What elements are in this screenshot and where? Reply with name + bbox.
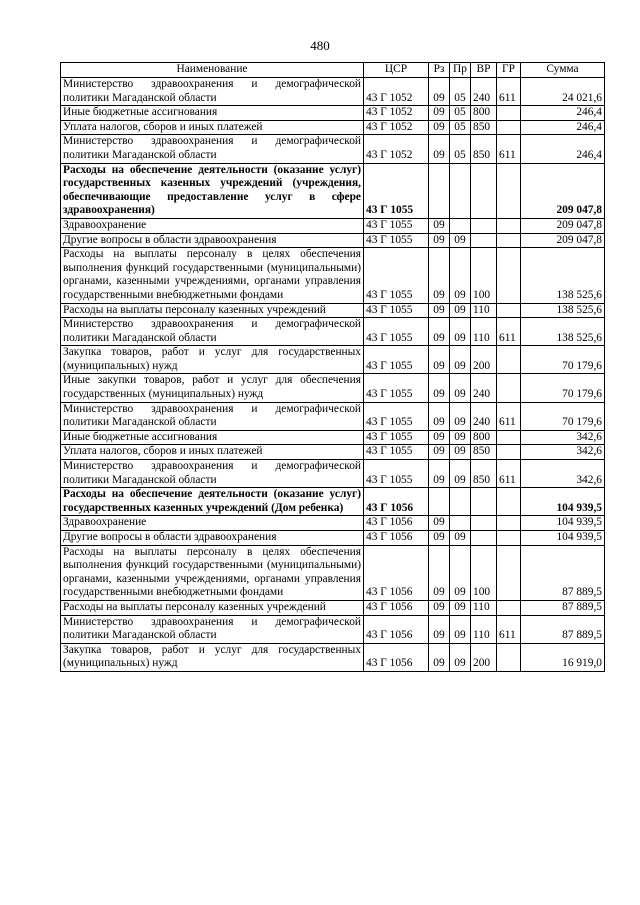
row-name: Закупка товаров, работ и услуг для государственных (муниципальных) нужд — [61, 643, 364, 671]
row-vr: 240 — [471, 402, 497, 430]
row-rz: 09 — [429, 135, 450, 163]
row-pr: 09 — [450, 248, 471, 303]
row-csr: 43 Г 1056 — [364, 531, 429, 546]
header-csr: ЦСР — [364, 63, 429, 78]
row-vr — [471, 516, 497, 531]
row-vr: 110 — [471, 318, 497, 346]
row-csr: 43 Г 1055 — [364, 402, 429, 430]
row-sum: 138 525,6 — [521, 318, 605, 346]
table-row — [61, 643, 605, 671]
row-name: Иные бюджетные ассигнования — [61, 106, 364, 121]
row-gr: 611 — [497, 460, 521, 488]
row-name: Закупка товаров, работ и услуг для государственных (муниципальных) нужд — [61, 346, 364, 374]
row-gr — [497, 643, 521, 671]
header-sum: Сумма — [521, 63, 605, 78]
row-name: Уплата налогов, сборов и иных платежей — [61, 120, 364, 135]
row-name: Расходы на выплаты персоналу в целях обеспечения выполнения функций государственными (муниципальными) органами, казенными учреждениями, органами управления государственными внебюджетными фондами — [61, 248, 364, 303]
table-row — [61, 600, 605, 615]
row-vr — [471, 488, 497, 516]
row-csr: 43 Г 1055 — [364, 163, 429, 218]
row-gr: 611 — [497, 615, 521, 643]
row-vr — [471, 163, 497, 218]
table-body — [61, 78, 605, 672]
row-rz: 09 — [429, 233, 450, 248]
row-vr: 200 — [471, 346, 497, 374]
row-rz: 09 — [429, 430, 450, 445]
row-vr: 850 — [471, 445, 497, 460]
row-name: Министерство здравоохранения и демографической политики Магаданской области — [61, 135, 364, 163]
row-rz: 09 — [429, 78, 450, 106]
row-sum: 87 889,5 — [521, 545, 605, 600]
row-rz: 09 — [429, 120, 450, 135]
row-sum: 246,4 — [521, 106, 605, 121]
header-pr: Пр — [450, 63, 471, 78]
row-csr: 43 Г 1056 — [364, 545, 429, 600]
row-gr — [497, 445, 521, 460]
row-name: Здравоохранение — [61, 218, 364, 233]
row-vr: 850 — [471, 460, 497, 488]
row-gr — [497, 488, 521, 516]
row-name: Расходы на выплаты персоналу казенных учреждений — [61, 303, 364, 318]
row-sum: 70 179,6 — [521, 374, 605, 402]
row-pr: 09 — [450, 615, 471, 643]
row-sum: 16 919,0 — [521, 643, 605, 671]
row-pr — [450, 163, 471, 218]
row-pr: 05 — [450, 78, 471, 106]
row-sum: 104 939,5 — [521, 531, 605, 546]
row-gr — [497, 120, 521, 135]
row-pr: 09 — [450, 460, 471, 488]
row-name: Министерство здравоохранения и демографической политики Магаданской области — [61, 460, 364, 488]
row-name: Министерство здравоохранения и демографической политики Магаданской области — [61, 318, 364, 346]
table-row — [61, 545, 605, 600]
row-sum: 87 889,5 — [521, 615, 605, 643]
row-rz: 09 — [429, 218, 450, 233]
row-csr: 43 Г 1056 — [364, 516, 429, 531]
row-sum: 138 525,6 — [521, 303, 605, 318]
row-csr: 43 Г 1056 — [364, 615, 429, 643]
row-gr — [497, 163, 521, 218]
row-sum: 342,6 — [521, 430, 605, 445]
table-row — [61, 218, 605, 233]
row-rz — [429, 163, 450, 218]
row-sum: 70 179,6 — [521, 402, 605, 430]
row-rz: 09 — [429, 346, 450, 374]
row-sum: 209 047,8 — [521, 233, 605, 248]
row-pr: 09 — [450, 600, 471, 615]
row-rz: 09 — [429, 545, 450, 600]
row-csr: 43 Г 1052 — [364, 135, 429, 163]
row-csr: 43 Г 1055 — [364, 374, 429, 402]
row-csr: 43 Г 1055 — [364, 233, 429, 248]
row-pr: 09 — [450, 643, 471, 671]
row-csr: 43 Г 1055 — [364, 318, 429, 346]
row-rz — [429, 488, 450, 516]
table-row — [61, 402, 605, 430]
row-pr: 09 — [450, 531, 471, 546]
row-vr — [471, 531, 497, 546]
row-name: Министерство здравоохранения и демографической политики Магаданской области — [61, 402, 364, 430]
row-sum: 70 179,6 — [521, 346, 605, 374]
row-pr: 09 — [450, 233, 471, 248]
row-vr: 200 — [471, 643, 497, 671]
row-vr: 240 — [471, 78, 497, 106]
table-row — [61, 346, 605, 374]
table-row — [61, 430, 605, 445]
row-sum: 209 047,8 — [521, 218, 605, 233]
row-name: Министерство здравоохранения и демографической политики Магаданской области — [61, 78, 364, 106]
table-row — [61, 516, 605, 531]
row-rz: 09 — [429, 516, 450, 531]
table-row — [61, 106, 605, 121]
budget-table — [60, 62, 605, 672]
row-csr: 43 Г 1055 — [364, 248, 429, 303]
row-pr: 09 — [450, 545, 471, 600]
table-row — [61, 374, 605, 402]
row-sum: 138 525,6 — [521, 248, 605, 303]
row-gr — [497, 233, 521, 248]
row-csr: 43 Г 1055 — [364, 445, 429, 460]
row-rz: 09 — [429, 374, 450, 402]
row-vr: 100 — [471, 545, 497, 600]
row-rz: 09 — [429, 303, 450, 318]
row-name: Уплата налогов, сборов и иных платежей — [61, 445, 364, 460]
row-gr: 611 — [497, 318, 521, 346]
table-row — [61, 248, 605, 303]
row-sum: 246,4 — [521, 120, 605, 135]
table-row — [61, 318, 605, 346]
row-sum: 246,4 — [521, 135, 605, 163]
row-rz: 09 — [429, 643, 450, 671]
row-rz: 09 — [429, 402, 450, 430]
row-csr: 43 Г 1052 — [364, 120, 429, 135]
table-row — [61, 460, 605, 488]
row-sum: 342,6 — [521, 445, 605, 460]
header-gr: ГР — [497, 63, 521, 78]
row-pr — [450, 218, 471, 233]
table-row — [61, 135, 605, 163]
row-csr: 43 Г 1055 — [364, 460, 429, 488]
row-vr — [471, 218, 497, 233]
row-gr — [497, 106, 521, 121]
row-csr: 43 Г 1052 — [364, 78, 429, 106]
row-pr: 05 — [450, 135, 471, 163]
row-gr — [497, 303, 521, 318]
row-csr: 43 Г 1056 — [364, 600, 429, 615]
row-csr: 43 Г 1055 — [364, 218, 429, 233]
row-sum: 24 021,6 — [521, 78, 605, 106]
row-pr — [450, 488, 471, 516]
row-pr: 09 — [450, 374, 471, 402]
header-rz: Рз — [429, 63, 450, 78]
row-name: Расходы на обеспечение деятельности (оказание услуг) государственных казенных учреждений (Дом ребенка) — [61, 488, 364, 516]
row-vr: 850 — [471, 135, 497, 163]
row-sum: 104 939,5 — [521, 516, 605, 531]
header-vr: ВР — [471, 63, 497, 78]
row-csr: 43 Г 1056 — [364, 643, 429, 671]
row-rz: 09 — [429, 615, 450, 643]
row-pr: 09 — [450, 318, 471, 346]
row-sum: 342,6 — [521, 460, 605, 488]
row-vr — [471, 233, 497, 248]
row-vr: 800 — [471, 106, 497, 121]
table-row — [61, 445, 605, 460]
row-csr: 43 Г 1055 — [364, 303, 429, 318]
row-pr: 05 — [450, 106, 471, 121]
row-gr — [497, 346, 521, 374]
row-rz: 09 — [429, 445, 450, 460]
row-name: Расходы на выплаты персоналу казенных учреждений — [61, 600, 364, 615]
row-pr: 05 — [450, 120, 471, 135]
row-name: Другие вопросы в области здравоохранения — [61, 233, 364, 248]
table-row — [61, 120, 605, 135]
row-gr — [497, 545, 521, 600]
table-row — [61, 233, 605, 248]
row-name: Другие вопросы в области здравоохранения — [61, 531, 364, 546]
row-csr: 43 Г 1055 — [364, 346, 429, 374]
row-pr: 09 — [450, 430, 471, 445]
table-row — [61, 615, 605, 643]
row-gr — [497, 531, 521, 546]
row-pr: 09 — [450, 303, 471, 318]
row-pr: 09 — [450, 445, 471, 460]
row-gr: 611 — [497, 78, 521, 106]
row-gr — [497, 600, 521, 615]
row-sum: 87 889,5 — [521, 600, 605, 615]
table-header-row — [61, 63, 605, 78]
row-rz: 09 — [429, 106, 450, 121]
table-row — [61, 78, 605, 106]
row-name: Министерство здравоохранения и демографической политики Магаданской области — [61, 615, 364, 643]
row-name: Здравоохранение — [61, 516, 364, 531]
row-gr — [497, 516, 521, 531]
row-csr: 43 Г 1056 — [364, 488, 429, 516]
row-vr: 240 — [471, 374, 497, 402]
row-gr — [497, 218, 521, 233]
row-pr: 09 — [450, 402, 471, 430]
row-csr: 43 Г 1055 — [364, 430, 429, 445]
row-rz: 09 — [429, 318, 450, 346]
table-row — [61, 531, 605, 546]
row-name: Расходы на обеспечение деятельности (оказание услуг) государственных казенных учреждений (учреждения, обеспечивающие предоставление услуг в сфере здравоохранения) — [61, 163, 364, 218]
row-rz: 09 — [429, 531, 450, 546]
row-vr: 110 — [471, 303, 497, 318]
header-name: Наименование — [61, 63, 364, 78]
row-sum: 104 939,5 — [521, 488, 605, 516]
table-row — [61, 163, 605, 218]
row-name: Расходы на выплаты персоналу в целях обеспечения выполнения функций государственными (муниципальными) органами, казенными учреждениями, органами управления государственными внебюджетными фондами — [61, 545, 364, 600]
table-row — [61, 488, 605, 516]
row-gr: 611 — [497, 402, 521, 430]
row-gr: 611 — [497, 135, 521, 163]
row-pr: 09 — [450, 346, 471, 374]
row-gr — [497, 430, 521, 445]
row-vr: 110 — [471, 615, 497, 643]
row-name: Иные закупки товаров, работ и услуг для обеспечения государственных (муниципальных) нужд — [61, 374, 364, 402]
row-rz: 09 — [429, 248, 450, 303]
row-gr — [497, 374, 521, 402]
row-rz: 09 — [429, 460, 450, 488]
row-rz: 09 — [429, 600, 450, 615]
row-vr: 800 — [471, 430, 497, 445]
row-sum: 209 047,8 — [521, 163, 605, 218]
row-vr: 110 — [471, 600, 497, 615]
row-pr — [450, 516, 471, 531]
table-row — [61, 303, 605, 318]
row-name: Иные бюджетные ассигнования — [61, 430, 364, 445]
row-vr: 850 — [471, 120, 497, 135]
row-vr: 100 — [471, 248, 497, 303]
row-csr: 43 Г 1052 — [364, 106, 429, 121]
page-number: 480 — [310, 38, 330, 53]
row-gr — [497, 248, 521, 303]
